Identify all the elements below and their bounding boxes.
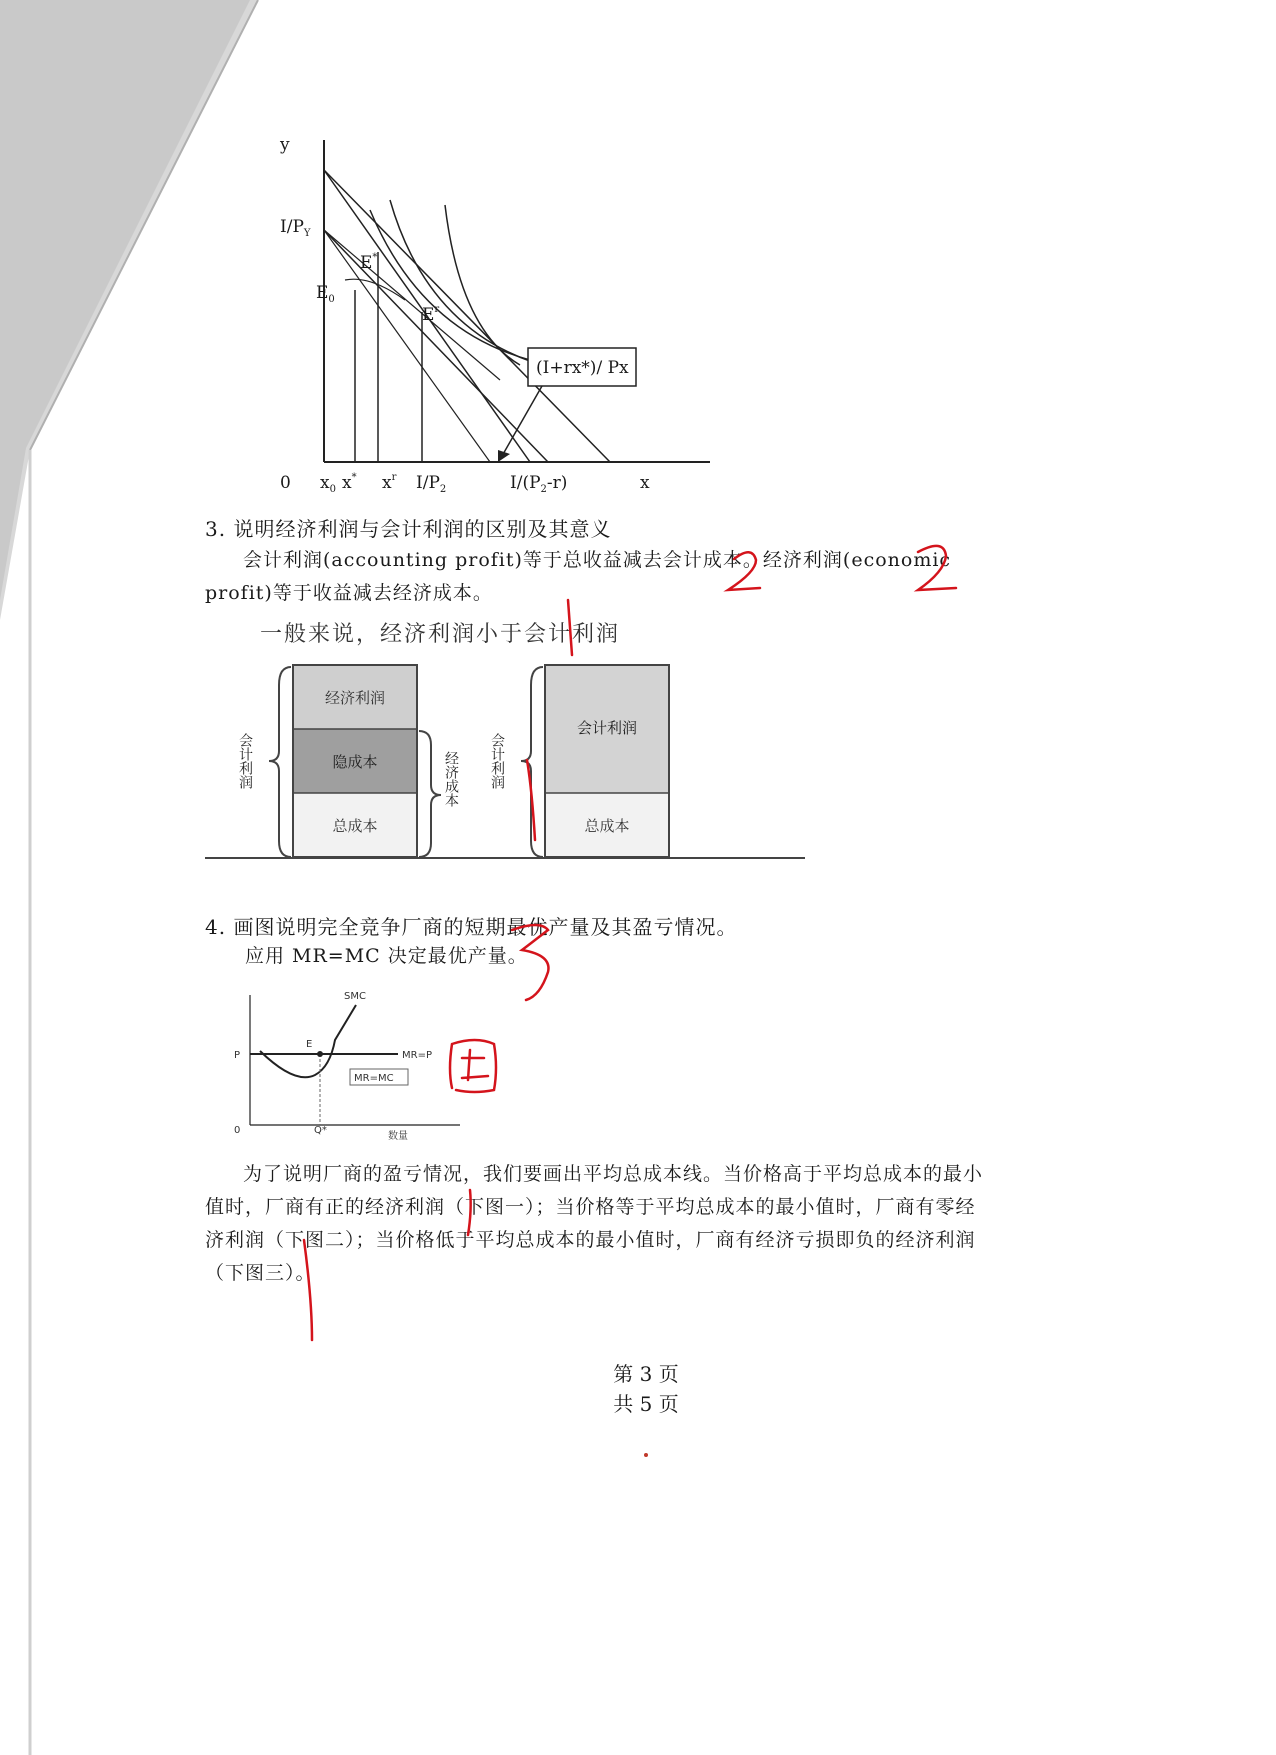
- question-4-method: 应用 MR=MC 决定最优产量。: [245, 945, 528, 967]
- xtick-i-p2-r: $I/(P_2-r)$: [510, 473, 568, 495]
- label-total-cost-left: 总成本: [332, 817, 378, 835]
- point-e0: $E_0$: [316, 283, 335, 305]
- budget-line-low: [324, 230, 548, 462]
- question-3-title: 3. 说明经济利润与会计利润的区别及其意义: [205, 517, 612, 541]
- profit-comparison-figure: [205, 655, 805, 885]
- right-brace-left-stack: [419, 731, 441, 857]
- xtick-x0: $x_0$: [320, 473, 336, 495]
- point-e-dot: [317, 1051, 323, 1057]
- smc-label: SMC: [344, 991, 366, 1002]
- budget-line-mid: [324, 230, 500, 380]
- xtick-i-p2: $I/P_2$: [416, 473, 447, 495]
- budget-line-base: [324, 230, 490, 462]
- mr-label: MR=P: [402, 1050, 432, 1061]
- q-label: Q*: [314, 1125, 327, 1136]
- point-er: $E^r$: [422, 304, 440, 325]
- page-number: 第 3 页: [613, 1362, 679, 1386]
- budget-line-rotated: [324, 170, 610, 462]
- origin-label: 0: [234, 1125, 241, 1136]
- p-label: P: [234, 1050, 241, 1061]
- mr-mc-figure: [220, 985, 480, 1145]
- x-axis-label: x: [640, 473, 650, 493]
- x-axis-label: 数量: [388, 1131, 408, 1142]
- indifference-curve-2: [390, 200, 560, 370]
- right-stack-brace: [521, 667, 543, 857]
- question-4-title: 4. 画图说明完全竞争厂商的短期最优产量及其盈亏情况。: [205, 915, 738, 939]
- origin-label: 0: [280, 473, 291, 493]
- label-accounting-profit-block: 会计利润: [576, 719, 638, 737]
- page-total: 共 5 页: [613, 1392, 679, 1416]
- left-brace: [269, 667, 291, 857]
- label-economic-cost: 经济成本: [443, 751, 459, 807]
- label-accounting-profit-left: 会计利润: [237, 733, 253, 789]
- callout-text: (I+rx*)/ Px: [536, 358, 629, 378]
- xtick-xstar: x*: [342, 472, 357, 493]
- mr-mc-box-label: MR=MC: [354, 1073, 394, 1084]
- budget-constraint-figure: [270, 130, 740, 500]
- label-economic-profit: 经济利润: [324, 689, 386, 707]
- y-intercept-label: $I/P_Y$: [280, 217, 311, 239]
- label-accounting-profit-right: 会计利润: [489, 733, 505, 789]
- question-4-explanation: 为了说明厂商的盈亏情况，我们要画出平均总成本线。当价格高于平均总成本的最小值时，厂商有正的经济利润（下图一）；当价格等于平均总成本的最小值时，厂商有零经济利润（下图二）；当价格低于平均总成本的最小值时，厂商有经济亏损即负的经济利润（下图三）。: [205, 1163, 984, 1284]
- point-estar: E*: [360, 252, 378, 273]
- label-implicit-cost: 隐成本: [332, 753, 378, 771]
- xtick-xr: $x^r$: [382, 472, 397, 493]
- figure-2-title: 一般来说，经济利润小于会计利润: [260, 622, 621, 647]
- question-3-answer: 会计利润(accounting profit)等于总收益减去会计成本。经济利润(economic profit)等于收益减去经济成本。: [205, 549, 952, 604]
- e-label: E: [306, 1039, 313, 1050]
- label-total-cost-right: 总成本: [584, 817, 630, 835]
- y-axis-label: y: [280, 135, 290, 155]
